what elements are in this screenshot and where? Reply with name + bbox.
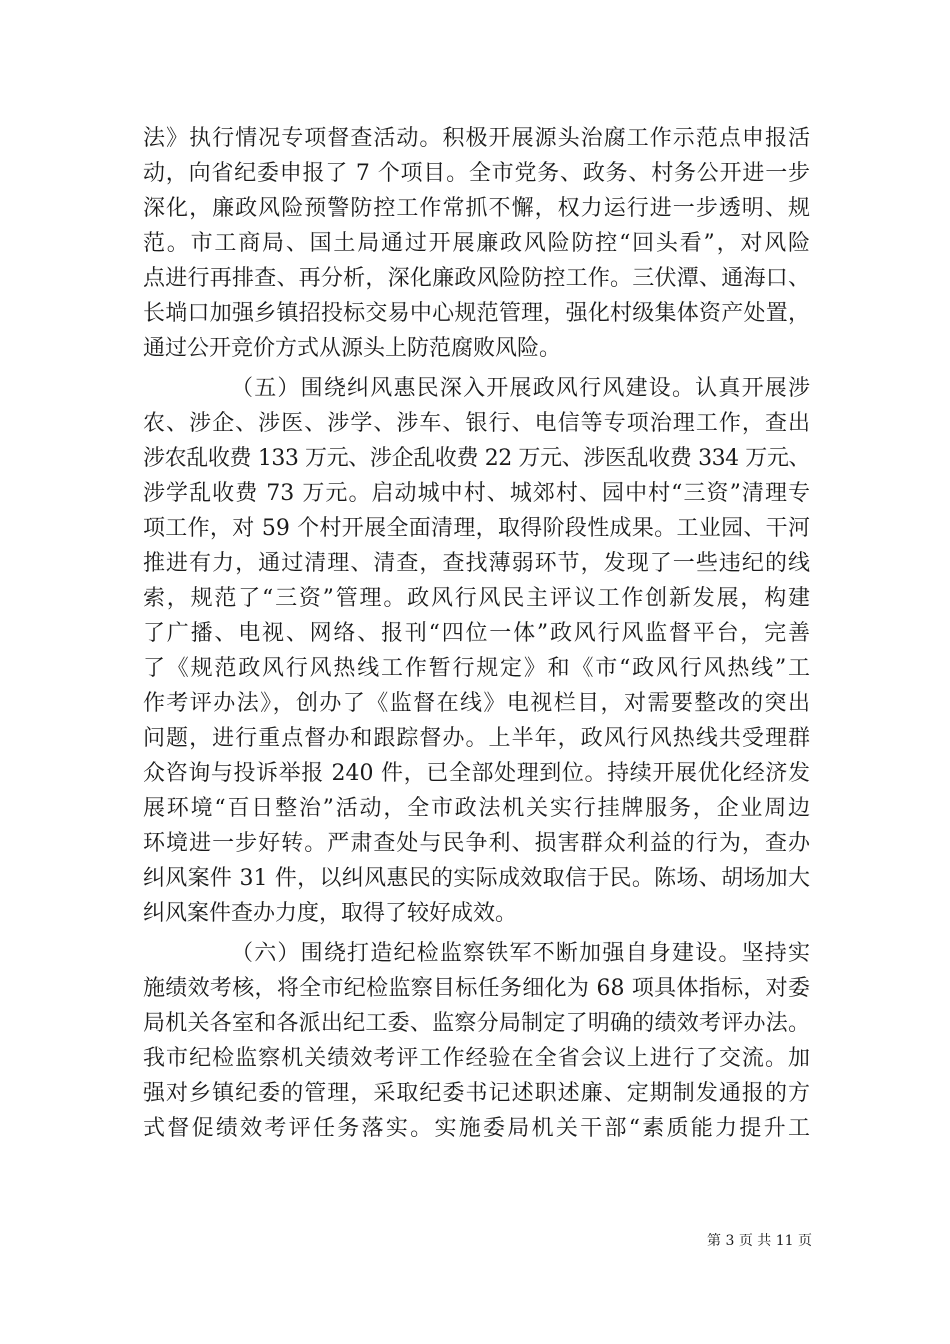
paragraph-1-line: 通过公开竞价方式从源头上防范腐败风险。 bbox=[143, 336, 562, 361]
paragraph-1-line: 点进行再排查、再分析，深化廉政风险防控工作。三伏潭、通海口、 bbox=[143, 266, 810, 291]
paragraph-1-line: 深化，廉政风险预警防控工作常抓不懈，权力运行进一步透明、规 bbox=[143, 196, 810, 221]
page-number-footer: 第 3 页 共 11 页 bbox=[707, 1233, 812, 1249]
paragraph-3-line: 我市纪检监察机关绩效考评工作经验在全省会议上进行了交流。加 bbox=[143, 1046, 810, 1071]
paragraph-2-line: 众咨询与投诉举报 240 件，已全部处理到位。持续开展优化经济发 bbox=[143, 761, 810, 786]
paragraph-2-line: 展环境“百日整治”活动，全市政法机关实行挂牌服务，企业周边 bbox=[143, 796, 810, 821]
paragraph-2-line: 环境进一步好转。严肃查处与民争利、损害群众利益的行为，查办 bbox=[143, 831, 810, 856]
body-text bbox=[143, 121, 810, 1146]
paragraph-1-line: 法》执行情况专项督查活动。积极开展源头治腐工作示范点申报活 bbox=[143, 126, 810, 151]
paragraph-3-line: 强对乡镇纪委的管理，采取纪委书记述职述廉、定期制发通报的方 bbox=[143, 1081, 810, 1106]
paragraph-1-line: 动，向省纪委申报了 7 个项目。全市党务、政务、村务公开进一步 bbox=[143, 161, 810, 186]
paragraph-2-line: 农、涉企、涉医、涉学、涉车、银行、电信等专项治理工作，查出 bbox=[143, 411, 810, 436]
paragraph-3-line: 局机关各室和各派出纪工委、监察分局制定了明确的绩效考评办法。 bbox=[143, 1011, 810, 1036]
paragraph-2-line: 索，规范了“三资”管理。政风行风民主评议工作创新发展，构建 bbox=[143, 586, 810, 611]
paragraph-2-line: 了《规范政风行风热线工作暂行规定》和《市“政风行风热线”工 bbox=[143, 656, 810, 681]
paragraph-2-line: 纠风案件查办力度，取得了较好成效。 bbox=[143, 901, 518, 926]
paragraph-2-line: 问题，进行重点督办和跟踪督办。上半年，政风行风热线共受理群 bbox=[143, 726, 810, 751]
paragraph-3-line: （六）围绕打造纪检监察铁军不断加强自身建设。坚持实 bbox=[231, 941, 810, 966]
paragraph-2-line: 纠风案件 31 件，以纠风惠民的实际成效取信于民。陈场、胡场加大 bbox=[143, 866, 810, 891]
paragraph-3-line: 施绩效考核，将全市纪检监察目标任务细化为 68 项具体指标，对委 bbox=[143, 976, 810, 1001]
paragraph-2-line: 推进有力，通过清理、清查，查找薄弱环节，发现了一些违纪的线 bbox=[143, 551, 810, 576]
paragraph-2-line: 涉农乱收费 133 万元、涉企乱收费 22 万元、涉医乱收费 334 万元、 bbox=[143, 446, 810, 471]
paragraph-1-line: 长埫口加强乡镇招投标交易中心规范管理，强化村级集体资产处置， bbox=[143, 301, 810, 326]
paragraph-2-line: 涉学乱收费 73 万元。启动城中村、城郊村、园中村“三资”清理专 bbox=[143, 481, 810, 506]
paragraph-3-line: 式督促绩效考评任务落实。实施委局机关干部“素质能力提升工 bbox=[143, 1116, 810, 1141]
paragraph-1-line: 范。市工商局、国土局通过开展廉政风险防控“回头看”，对风险 bbox=[143, 231, 810, 256]
paragraph-2-line: 项工作，对 59 个村开展全面清理，取得阶段性成果。工业园、干河 bbox=[143, 516, 810, 541]
paragraph-2-line: 作考评办法》，创办了《监督在线》电视栏目，对需要整改的突出 bbox=[143, 691, 810, 716]
paragraph-2-line: （五）围绕纠风惠民深入开展政风行风建设。认真开展涉 bbox=[231, 376, 810, 401]
paragraph-2-line: 了广播、电视、网络、报刊“四位一体”政风行风监督平台，完善 bbox=[143, 621, 810, 646]
